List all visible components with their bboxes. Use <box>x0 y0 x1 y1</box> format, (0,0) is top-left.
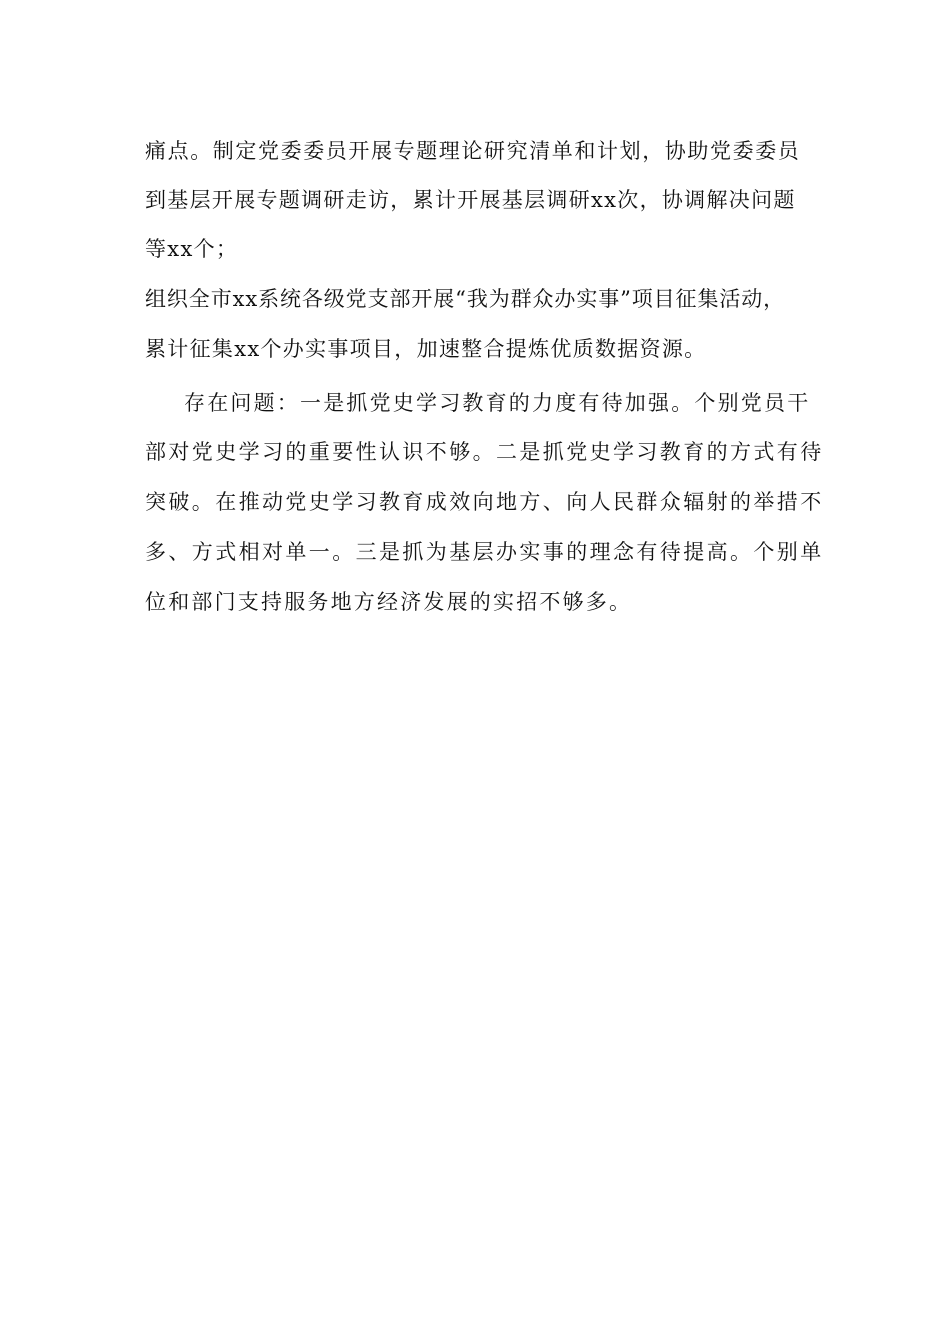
text-line: 部对党史学习的重要性认识不够。二是抓党史学习教育的方式有待 <box>145 440 824 464</box>
text-line: 等xx个； <box>145 237 239 261</box>
text-line: 到基层开展专题调研走访，累计开展基层调研xx次，协调解决问题 <box>145 188 796 212</box>
text-line: 存在问题：一是抓党史学习教育的力度有待加强。个别党员干 <box>184 391 811 415</box>
text-line: 累计征集xx个办实事项目，加速整合提炼优质数据资源。 <box>145 337 707 361</box>
text-line: 位和部门支持服务地方经济发展的实招不够多。 <box>145 590 633 614</box>
text-line: 组织全市xx系统各级党支部开展“我为群众办实事”项目征集活动， <box>145 287 786 311</box>
text-line: 痛点。制定党委委员开展专题理论研究清单和计划，协助党委委员 <box>145 139 801 163</box>
text-line: 突破。在推动党史学习教育成效向地方、向人民群众辐射的举措不 <box>145 490 824 514</box>
text-line: 多、方式相对单一。三是抓为基层办实事的理念有待提高。个别单 <box>145 540 824 564</box>
